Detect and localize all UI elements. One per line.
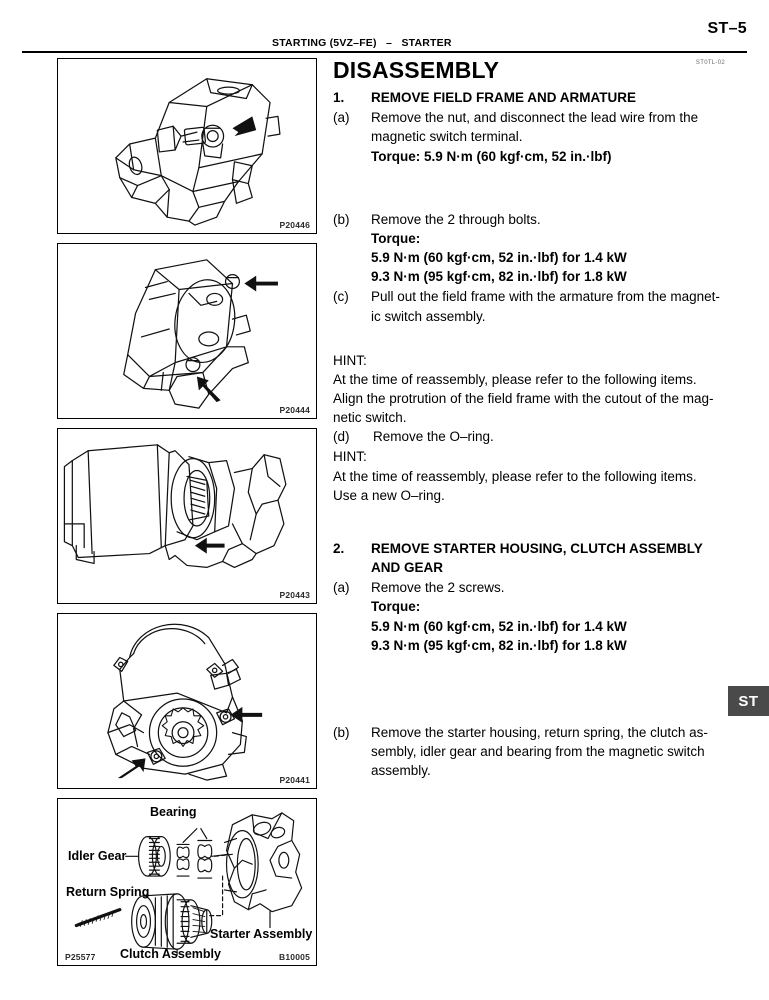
step-1b-marker: (b) xyxy=(333,211,350,227)
step-2-heading-line-2: AND GEAR xyxy=(371,560,444,576)
figure-field-frame-o-ring xyxy=(57,428,317,604)
hint-1-line-1: At the time of reassembly, please refer to the following items. xyxy=(333,371,697,387)
step-1-heading-row xyxy=(333,88,743,107)
header-divider xyxy=(22,51,747,53)
figure-exploded-clutch-assembly xyxy=(57,798,317,966)
step-1d-marker: (d) xyxy=(333,429,350,445)
hint-block xyxy=(333,351,743,505)
hint-label-1: HINT: xyxy=(333,352,367,368)
step-2a-row xyxy=(333,578,743,655)
figure-code-right: B10005 xyxy=(279,952,310,962)
spacer-after-step-1a xyxy=(333,167,743,210)
step-1c-text xyxy=(371,287,743,325)
section-code: ST0TL-02 xyxy=(695,60,725,66)
step-1b-row xyxy=(333,210,743,287)
step-2-heading xyxy=(371,539,743,577)
step-1-block xyxy=(333,88,743,326)
arrow-to-nut xyxy=(232,116,256,136)
step-1b-torque-18kw: 9.3 N·m (95 kgf·cm, 82 in.·lbf) for 1.8 kW xyxy=(371,269,627,285)
step-1a-torque: Torque: 5.9 N·m (60 kgf·cm, 52 in.·lbf) xyxy=(371,148,612,164)
figure-code: P20446 xyxy=(279,220,310,230)
step-2b-line-2: sembly, idler gear and bearing from the magnetic switch xyxy=(371,744,705,760)
step-1d-row xyxy=(333,427,743,446)
step-1d-text: Remove the O–ring. xyxy=(373,429,494,445)
figure-starter-housing-screws xyxy=(57,613,317,789)
figure-starter-nut-lead-wire xyxy=(57,58,317,234)
step-2-heading-row xyxy=(333,539,743,577)
figure-label-starter-assembly: Starter Assembly xyxy=(210,927,313,941)
step-2a-line-1: Remove the 2 screws. xyxy=(371,580,505,596)
figure-code: P20441 xyxy=(279,775,310,785)
step-1c-line-2: ic switch assembly. xyxy=(371,308,486,324)
figure-label-bearing: Bearing xyxy=(150,805,197,819)
arrow-to-lower-bolt xyxy=(197,376,221,402)
step-2b-row xyxy=(333,723,743,780)
starter-housing-screws-illustration xyxy=(58,614,316,788)
running-head-title: STARTING (5VZ–FE) – STARTER xyxy=(272,37,452,49)
hint-1-line-3: netic switch. xyxy=(333,410,407,426)
figure-column xyxy=(57,58,319,975)
step-2b-block xyxy=(333,723,743,780)
figure-code: P20444 xyxy=(279,405,310,415)
step-2a-text xyxy=(371,578,743,655)
step-2a-marker: (a) xyxy=(333,580,350,596)
step-2b-marker: (b) xyxy=(333,724,350,740)
step-1-heading: REMOVE FIELD FRAME AND ARMATURE xyxy=(371,90,636,106)
step-2-number: 2. xyxy=(333,540,345,556)
step-1a-marker: (a) xyxy=(333,110,350,126)
spacer-before-hint xyxy=(333,327,743,351)
hint-1-line-2: Align the protrution of the field frame with the cutout of the mag- xyxy=(333,391,714,407)
step-1-number: 1. xyxy=(333,90,345,106)
spacer-before-step-2b xyxy=(333,529,743,539)
step-1b-torque-label: Torque: xyxy=(371,230,421,246)
spacer-before-step-2 xyxy=(333,505,743,529)
step-1a-line-2: magnetic switch terminal. xyxy=(371,129,523,145)
hint-2-line-2: Use a new O–ring. xyxy=(333,487,445,503)
figure-label-return-spring: Return Spring xyxy=(66,885,150,899)
spacer-before-step-2b-item xyxy=(333,656,743,699)
page-title: DISASSEMBLY xyxy=(333,57,500,83)
step-2-heading-line-1: REMOVE STARTER HOUSING, CLUTCH ASSEMBLY xyxy=(371,540,703,556)
step-2a-torque-label: Torque: xyxy=(371,599,421,615)
section-side-tab: ST xyxy=(728,686,769,716)
page-number: ST–5 xyxy=(707,20,747,37)
step-1b-line-1: Remove the 2 through bolts. xyxy=(371,211,541,227)
arrow-to-right-screw xyxy=(231,707,263,723)
step-1c-marker: (c) xyxy=(333,289,349,305)
step-1c-row xyxy=(333,287,743,325)
figure-label-clutch-assembly: Clutch Assembly xyxy=(120,947,221,961)
field-frame-o-ring-illustration xyxy=(58,429,316,603)
arrow-to-o-ring xyxy=(195,538,225,554)
hint-label-2: HINT: xyxy=(333,449,367,465)
starter-nut-lead-wire-illustration xyxy=(58,59,316,233)
step-2b-line-1: Remove the starter housing, return spring, the clutch as- xyxy=(371,724,708,740)
step-2b-line-3: assembly. xyxy=(371,763,431,779)
spacer-extra-before-step-2b xyxy=(333,699,743,723)
figure-label-idler-gear: Idler Gear xyxy=(68,849,127,863)
arrow-to-upper-bolt xyxy=(244,276,278,292)
step-1b-text xyxy=(371,210,743,287)
figure-starter-through-bolts xyxy=(57,243,317,419)
figure-code: P20443 xyxy=(279,590,310,600)
page-header xyxy=(0,0,769,56)
text-column xyxy=(333,58,743,781)
step-2a-torque-14kw: 5.9 N·m (60 kgf·cm, 52 in.·lbf) for 1.4 kW xyxy=(371,618,627,634)
step-1a-row xyxy=(333,108,743,165)
step-2-block xyxy=(333,539,743,655)
hint-2-line-1: At the time of reassembly, please refer to the following items. xyxy=(333,468,697,484)
starter-through-bolts-illustration xyxy=(58,244,316,418)
step-1a-line-1: Remove the nut, and disconnect the lead wire from the xyxy=(371,110,699,126)
step-1c-line-1: Pull out the field frame with the armature from the magnet- xyxy=(371,289,720,305)
figure-code-left: P25577 xyxy=(65,952,96,962)
step-1b-torque-14kw: 5.9 N·m (60 kgf·cm, 52 in.·lbf) for 1.4 kW xyxy=(371,250,627,266)
step-2b-text xyxy=(371,723,743,780)
step-2a-torque-18kw: 9.3 N·m (95 kgf·cm, 82 in.·lbf) for 1.8 kW xyxy=(371,637,627,653)
step-1a-text xyxy=(371,108,743,165)
arrow-to-left-screw xyxy=(118,758,146,778)
